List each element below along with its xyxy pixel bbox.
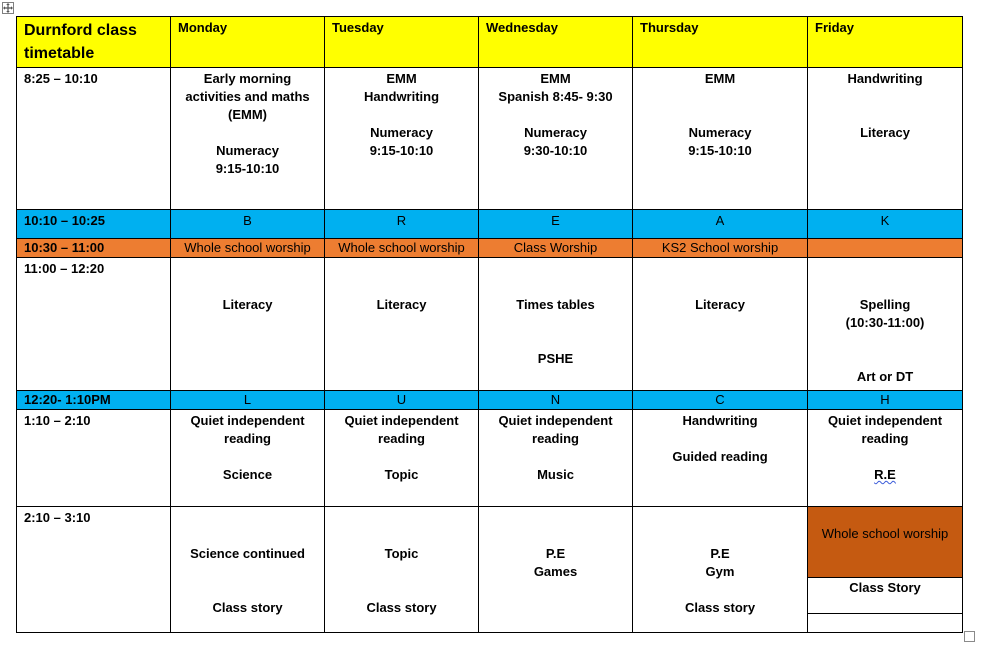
cell-line: Handwriting bbox=[363, 89, 440, 104]
cell-line: 9:15-10:10 bbox=[369, 143, 434, 158]
tuesday-afternoon1-cell[interactable] bbox=[325, 410, 479, 507]
cell-line: Quiet independent reading bbox=[190, 413, 305, 446]
lunch-letter-cell[interactable]: U bbox=[325, 391, 479, 410]
worship-cell[interactable] bbox=[808, 239, 963, 258]
cell-line: Literacy bbox=[860, 125, 910, 140]
tuesday-morning-cell[interactable] bbox=[325, 68, 479, 210]
break-letter-cell[interactable]: E bbox=[479, 210, 633, 239]
cell-line: Class story bbox=[212, 600, 283, 615]
timetable-title: Durnford class timetable bbox=[24, 22, 137, 62]
day-header-monday[interactable]: Monday bbox=[171, 17, 325, 68]
cell-line: Quiet independent reading bbox=[827, 413, 943, 446]
friday-afternoon1-cell[interactable] bbox=[808, 410, 963, 507]
cell-line: Class story bbox=[684, 600, 756, 615]
day-header-friday[interactable]: Friday bbox=[808, 17, 963, 68]
cell-line: Numeracy bbox=[688, 125, 752, 140]
cell-line: Guided reading bbox=[672, 449, 768, 464]
midmorning-row bbox=[17, 258, 963, 391]
cell-line: EMM bbox=[386, 71, 417, 86]
cell-line: Gym bbox=[705, 564, 735, 579]
break-letter-cell[interactable]: R bbox=[325, 210, 479, 239]
cell-line: 9:30-10:10 bbox=[523, 143, 588, 158]
cell-line: Times tables bbox=[516, 297, 595, 312]
cell-line: EMM bbox=[540, 71, 571, 86]
thursday-afternoon2-cell[interactable] bbox=[633, 507, 808, 633]
table-move-handle[interactable] bbox=[2, 2, 14, 14]
cell-line: Spelling bbox=[859, 297, 911, 312]
cell-line: Art or DT bbox=[856, 369, 914, 384]
wednesday-afternoon1-cell[interactable] bbox=[479, 410, 633, 507]
lunch-letter-cell[interactable]: N bbox=[479, 391, 633, 410]
break-letter-cell[interactable]: K bbox=[808, 210, 963, 239]
tuesday-afternoon2-cell[interactable] bbox=[325, 507, 479, 633]
day-header-thursday[interactable]: Thursday bbox=[633, 17, 808, 68]
cell-line: Topic bbox=[384, 546, 419, 561]
thursday-morning-cell[interactable] bbox=[633, 68, 808, 210]
wednesday-morning-cell[interactable] bbox=[479, 68, 633, 210]
cell-line: Literacy bbox=[376, 297, 427, 312]
cell-line: PSHE bbox=[537, 351, 574, 366]
cell-line: EMM bbox=[704, 71, 736, 86]
day-header-tuesday[interactable]: Tuesday bbox=[325, 17, 479, 68]
cell-line: P.E bbox=[545, 546, 566, 561]
worship-cell[interactable]: Class Worship bbox=[479, 239, 633, 258]
break-letter-cell[interactable]: B bbox=[171, 210, 325, 239]
cell-line: Science continued bbox=[190, 546, 305, 561]
cell-line: Numeracy bbox=[370, 125, 433, 140]
cell-line: 9:15-10:10 bbox=[688, 143, 752, 158]
cell-line: (10:30-11:00) bbox=[845, 315, 925, 330]
monday-afternoon2-cell[interactable] bbox=[171, 507, 325, 633]
cell-line: P.E bbox=[710, 546, 730, 561]
cell-line: 9:15-10:10 bbox=[215, 161, 280, 176]
cell-line: Quiet independent reading bbox=[344, 413, 459, 446]
table-resize-handle[interactable] bbox=[964, 631, 975, 642]
cell-line: Handwriting bbox=[682, 413, 758, 428]
header-row bbox=[17, 17, 963, 68]
friday-midmorning-cell[interactable] bbox=[808, 258, 963, 391]
cell-line: Science bbox=[222, 467, 273, 482]
time-cell[interactable]: 12:20- 1:10PM bbox=[17, 391, 171, 410]
worship-cell[interactable]: KS2 School worship bbox=[633, 239, 808, 258]
cell-line: Early morning activities and maths (EMM) bbox=[185, 71, 310, 122]
time-cell[interactable]: 1:10 – 2:10 bbox=[17, 410, 171, 507]
afternoon2-row bbox=[17, 507, 963, 633]
morning-row bbox=[17, 68, 963, 210]
cell-line: Class story bbox=[366, 600, 437, 615]
timetable bbox=[16, 16, 963, 633]
lunch-row bbox=[17, 391, 963, 410]
lunch-letter-cell[interactable]: C bbox=[633, 391, 808, 410]
cell-line: Topic bbox=[384, 467, 419, 482]
cell-line: Music bbox=[537, 467, 574, 482]
day-header-wednesday[interactable]: Wednesday bbox=[479, 17, 633, 68]
time-cell[interactable]: 10:10 – 10:25 bbox=[17, 210, 171, 239]
move-icon bbox=[3, 3, 13, 13]
thursday-afternoon1-cell[interactable] bbox=[633, 410, 808, 507]
cell-line: Numeracy bbox=[216, 143, 279, 158]
wednesday-midmorning-cell[interactable] bbox=[479, 258, 633, 391]
worship-cell[interactable]: Whole school worship bbox=[171, 239, 325, 258]
time-cell[interactable]: 10:30 – 11:00 bbox=[17, 239, 171, 258]
cell-line: Numeracy bbox=[524, 125, 587, 140]
friday-morning-cell[interactable] bbox=[808, 68, 963, 210]
friday-afternoon2-cell[interactable] bbox=[808, 507, 963, 633]
time-cell[interactable]: 11:00 – 12:20 bbox=[17, 258, 171, 391]
cell-line: R.E bbox=[874, 467, 896, 482]
time-cell[interactable]: 2:10 – 3:10 bbox=[17, 507, 171, 633]
cell-line: Literacy bbox=[222, 297, 273, 312]
cell-line: Quiet independent reading bbox=[498, 413, 613, 446]
worship-cell[interactable]: Whole school worship bbox=[325, 239, 479, 258]
monday-midmorning-cell[interactable] bbox=[171, 258, 325, 391]
friday-class-story-block[interactable]: Class Story bbox=[808, 578, 962, 614]
monday-morning-cell[interactable] bbox=[171, 68, 325, 210]
cell-line: Spanish 8:45- 9:30 bbox=[498, 89, 613, 104]
break-letter-cell[interactable]: A bbox=[633, 210, 808, 239]
monday-afternoon1-cell[interactable] bbox=[171, 410, 325, 507]
thursday-midmorning-cell[interactable] bbox=[633, 258, 808, 391]
cell-line: Games bbox=[533, 564, 578, 579]
lunch-letter-cell[interactable]: L bbox=[171, 391, 325, 410]
cell-line: Handwriting bbox=[847, 71, 923, 86]
friday-worship-block[interactable]: Whole school worship bbox=[808, 507, 962, 578]
wednesday-afternoon2-cell[interactable] bbox=[479, 507, 633, 633]
timetable-title-cell[interactable] bbox=[17, 17, 171, 68]
break-row bbox=[17, 210, 963, 239]
worship-row bbox=[17, 239, 963, 258]
cell-line: Literacy bbox=[695, 297, 745, 312]
lunch-letter-cell[interactable]: H bbox=[808, 391, 963, 410]
afternoon1-row bbox=[17, 410, 963, 507]
tuesday-midmorning-cell[interactable] bbox=[325, 258, 479, 391]
time-cell[interactable]: 8:25 – 10:10 bbox=[17, 68, 171, 210]
